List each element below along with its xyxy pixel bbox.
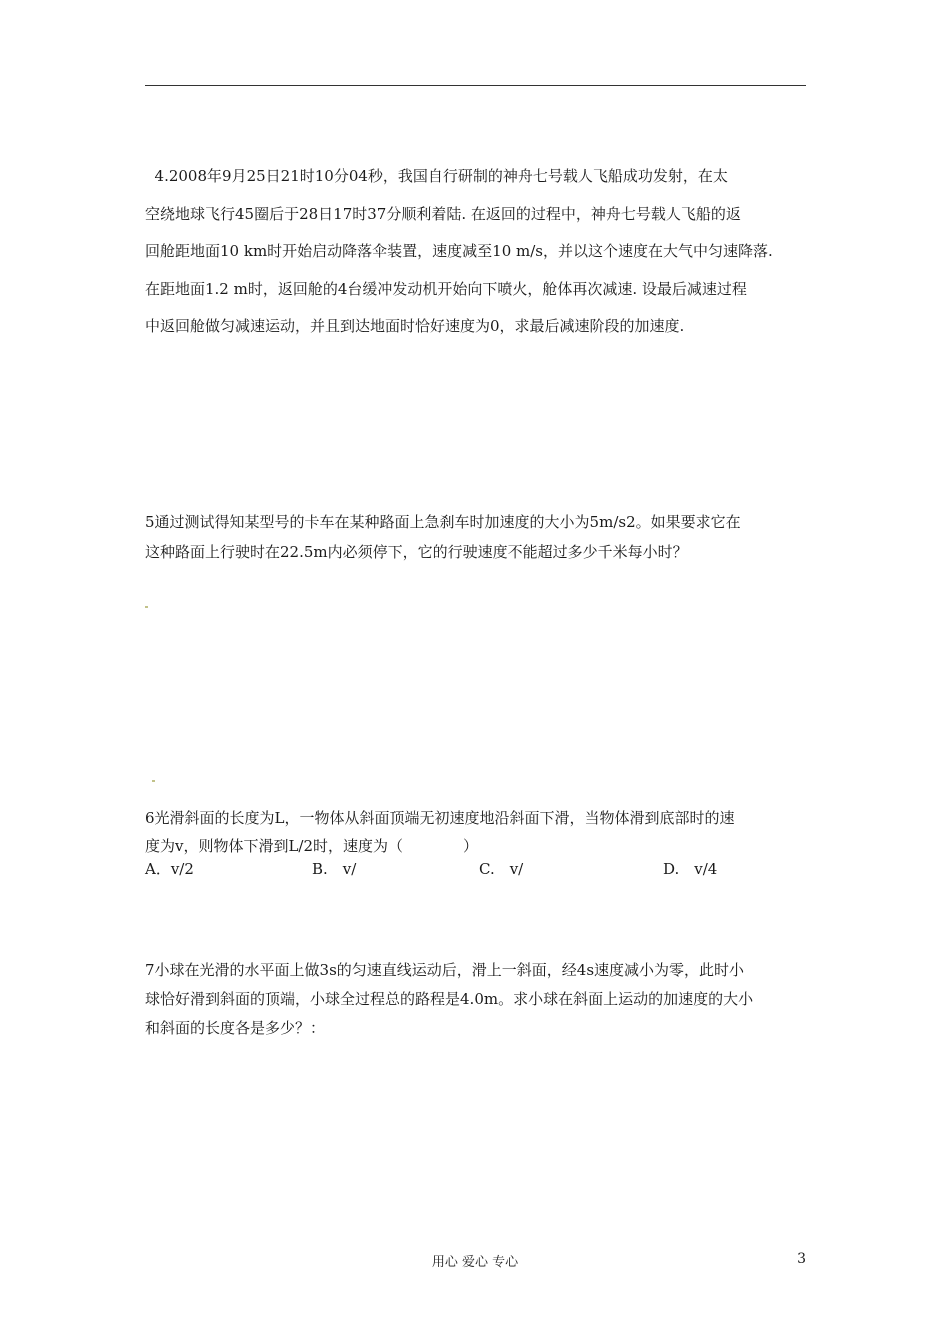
question-6-line: 度为v，则物体下滑到L/2时，速度为（ ）: [145, 837, 479, 855]
question-4-line: 中返回舱做匀减速运动，并且到达地面时恰好速度为0，求最后减速阶段的加速度.: [145, 317, 685, 336]
header-rule: [145, 85, 806, 86]
question-5-line: 这种路面上行驶时在22.5m内必须停下，它的行驶速度不能超过多少千米每小时？: [145, 543, 688, 561]
question-4-line: 空绕地球飞行45圈后于28日17时37分顺利着陆. 在返回的过程中，神舟七号载人飞船的返: [145, 204, 741, 223]
question-6-line: 6光滑斜面的长度为L，一物体从斜面顶端无初速度地沿斜面下滑，当物体滑到底部时的速: [145, 809, 735, 827]
question-4-line: 4.2008年9月25日21时10分04秒，我国自行研制的神舟七号载人飞船成功发射，在太: [145, 167, 728, 185]
question-4: [145, 158, 808, 346]
question-5: [145, 507, 808, 567]
question-7: [145, 956, 808, 1043]
page-number: 3: [797, 1251, 806, 1267]
question-4-line: 在距地面1.2 m时，返回舱的4台缓冲发动机开始向下喷火，舱体再次减速. 设最后减速过程: [145, 279, 747, 298]
question-7-line: 和斜面的长度各是多少？：: [145, 1019, 326, 1037]
question-6-options: [0, 858, 950, 880]
question-6: [145, 804, 808, 860]
option-d: D. v/4: [663, 860, 718, 878]
option-c: C. v/: [479, 860, 524, 878]
stray-mark: [152, 780, 155, 782]
option-a: A．v/2: [145, 860, 194, 878]
question-5-line: 5通过测试得知某型号的卡车在某种路面上急刹车时加速度的大小为5m/s2。如果要求它在: [145, 513, 741, 531]
question-4-line: 回舱距地面10 km时开始启动降落伞装置，速度减至10 m/s，并以这个速度在大气中匀速降落.: [145, 242, 773, 261]
question-7-line: 7小球在光滑的水平面上做3s的匀速直线运动后，滑上一斜面，经4s速度减小为零，此时小: [145, 961, 745, 979]
stray-mark: [145, 606, 148, 608]
footer-slogan: 用心 爱心 专心: [431, 1255, 519, 1270]
question-7-line: 球恰好滑到斜面的顶端，小球全过程总的路程是4.0m。求小球在斜面上运动的加速度的大小: [145, 990, 754, 1008]
option-b: B. v/: [312, 860, 357, 878]
